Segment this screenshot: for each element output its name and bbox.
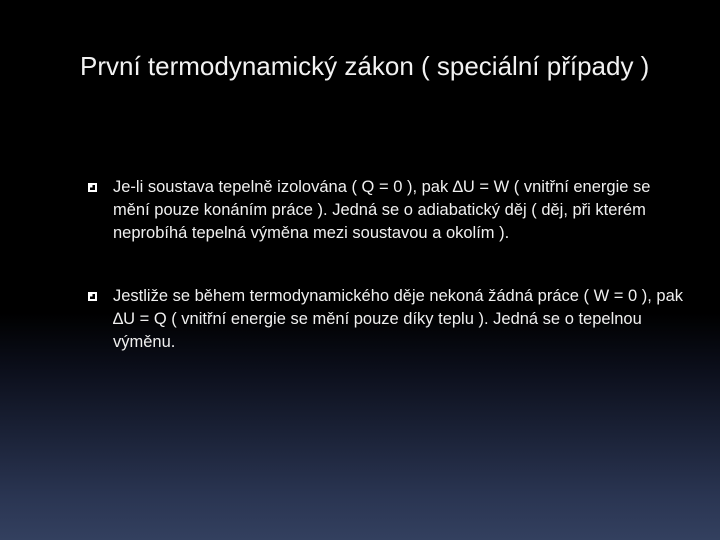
bullet-item [88, 285, 688, 354]
square-bullet-icon [88, 292, 97, 301]
bullet-text: Jestliže se během termodynamického děje nekoná žádná práce ( W = 0 ), pak ∆U = Q ( vnitřní energie se mění pouze díky teplu ). Jedná se o tepelnou výměnu. [113, 287, 684, 351]
bullet-text: Je-li soustava tepelně izolována ( Q = 0 ), pak ∆U = W ( vnitřní energie se mění pouze konáním práce ). Jedná se o adiabatický děj ( děj, při kterém neprobíhá tepelná výměna mezi soustavou a okolím ). [113, 178, 651, 242]
square-bullet-icon [88, 183, 97, 192]
bullet-list [88, 176, 688, 394]
bullet-item [88, 176, 688, 245]
slide-title: První termodynamický zákon ( speciální případy ) [80, 51, 650, 81]
